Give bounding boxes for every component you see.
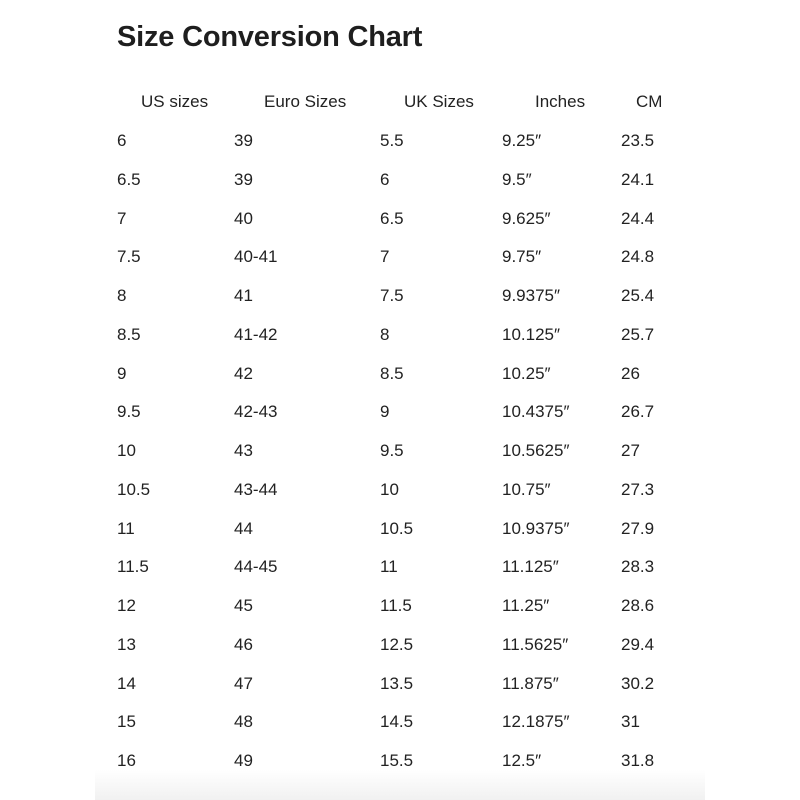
cell-cm: 26.7 [621, 402, 655, 422]
cell-cm: 30.2 [621, 673, 655, 693]
cell-cm: 24.1 [621, 169, 655, 189]
cell-us-size: 6 [117, 131, 127, 150]
cell-euro-size: 41-42 [234, 324, 278, 344]
cell-cm: 24.8 [621, 247, 655, 267]
cell-euro-size: 48 [234, 712, 253, 732]
cell-uk-size: 5.5 [380, 131, 404, 150]
cell-inches: 12.1875″ [502, 712, 570, 732]
cell-us-size: 6.5 [117, 169, 141, 189]
cell-uk-size: 15.5 [380, 751, 414, 770]
cell-uk-size: 8 [380, 324, 390, 344]
cell-uk-size: 13.5 [380, 673, 414, 693]
cell-euro-size: 44 [234, 518, 253, 538]
cell-us-size: 8 [117, 286, 127, 305]
cell-euro-size: 43 [234, 441, 253, 460]
header-cm: CM [636, 92, 663, 111]
cell-inches: 10.75″ [502, 479, 551, 499]
cell-uk-size: 9 [380, 402, 390, 422]
cell-euro-size: 46 [234, 634, 253, 654]
cell-inches: 9.75″ [502, 247, 542, 267]
header-euro-sizes: Euro Sizes [264, 92, 347, 111]
cell-inches: 11.125″ [502, 557, 559, 577]
cell-us-size: 10 [117, 441, 136, 460]
cell-us-size: 9.5 [117, 402, 141, 422]
cell-inches: 12.5″ [502, 751, 542, 770]
cell-euro-size: 49 [234, 751, 253, 770]
cell-us-size: 11 [117, 518, 135, 538]
cell-us-size: 10.5 [117, 479, 151, 499]
cell-us-size: 7.5 [117, 247, 141, 267]
cell-cm: 25.4 [621, 286, 655, 305]
cell-euro-size: 39 [234, 169, 253, 189]
cell-inches: 9.625″ [502, 208, 551, 228]
cell-inches: 9.25″ [502, 131, 542, 150]
cell-cm: 23.5 [621, 131, 655, 150]
cell-euro-size: 44-45 [234, 557, 278, 577]
cell-uk-size: 11 [380, 557, 398, 577]
cell-us-size: 7 [117, 208, 127, 228]
cell-euro-size: 40-41 [234, 247, 278, 267]
cell-uk-size: 12.5 [380, 634, 414, 654]
page-title: Size Conversion Chart [117, 21, 423, 53]
cell-us-size: 16 [117, 751, 136, 770]
cell-us-size: 11.5 [117, 557, 149, 577]
cell-cm: 27.3 [621, 479, 655, 499]
cell-us-size: 9 [117, 363, 127, 383]
cell-uk-size: 6.5 [380, 208, 404, 228]
header-inches: Inches [535, 92, 586, 111]
cell-uk-size: 10.5 [380, 518, 414, 538]
cell-us-size: 12 [117, 596, 136, 615]
cell-us-size: 15 [117, 712, 136, 732]
cell-euro-size: 39 [234, 131, 253, 150]
cell-us-size: 8.5 [117, 324, 141, 344]
cell-inches: 10.125″ [502, 324, 561, 344]
cell-uk-size: 7.5 [380, 286, 404, 305]
cell-euro-size: 43-44 [234, 479, 278, 499]
cell-euro-size: 42 [234, 363, 253, 383]
header-us-sizes: US sizes [141, 92, 209, 111]
cell-cm: 27 [621, 441, 640, 460]
cell-uk-size: 14.5 [380, 712, 414, 732]
cell-euro-size: 41 [234, 286, 253, 305]
header-uk-sizes: UK Sizes [404, 92, 474, 111]
cell-cm: 28.3 [621, 557, 655, 577]
cell-inches: 10.5625″ [502, 441, 570, 460]
cell-euro-size: 45 [234, 596, 253, 615]
cell-cm: 28.6 [621, 596, 655, 615]
cell-inches: 9.5″ [502, 169, 532, 189]
cell-cm: 24.4 [621, 208, 655, 228]
cell-uk-size: 10 [380, 479, 399, 499]
cell-uk-size: 11.5 [380, 596, 412, 615]
cell-uk-size: 7 [380, 247, 390, 267]
cell-us-size: 14 [117, 673, 136, 693]
cell-uk-size: 8.5 [380, 363, 404, 383]
cell-cm: 27.9 [621, 518, 655, 538]
cell-euro-size: 40 [234, 208, 253, 228]
cell-inches: 11.25″ [502, 596, 550, 615]
cell-inches: 10.25″ [502, 363, 551, 383]
cell-cm: 25.7 [621, 324, 655, 344]
cell-cm: 31.8 [621, 751, 655, 770]
cell-inches: 9.9375″ [502, 286, 561, 305]
cell-cm: 31 [621, 712, 640, 732]
cell-inches: 10.4375″ [502, 402, 570, 422]
cell-cm: 26 [621, 363, 640, 383]
cell-inches: 11.875″ [502, 673, 559, 693]
cell-inches: 11.5625″ [502, 634, 569, 654]
cell-euro-size: 42-43 [234, 402, 278, 422]
cell-uk-size: 9.5 [380, 441, 404, 460]
cell-inches: 10.9375″ [502, 518, 570, 538]
cell-us-size: 13 [117, 634, 136, 654]
cell-euro-size: 47 [234, 673, 253, 693]
cell-cm: 29.4 [621, 634, 655, 654]
cell-uk-size: 6 [380, 169, 390, 189]
